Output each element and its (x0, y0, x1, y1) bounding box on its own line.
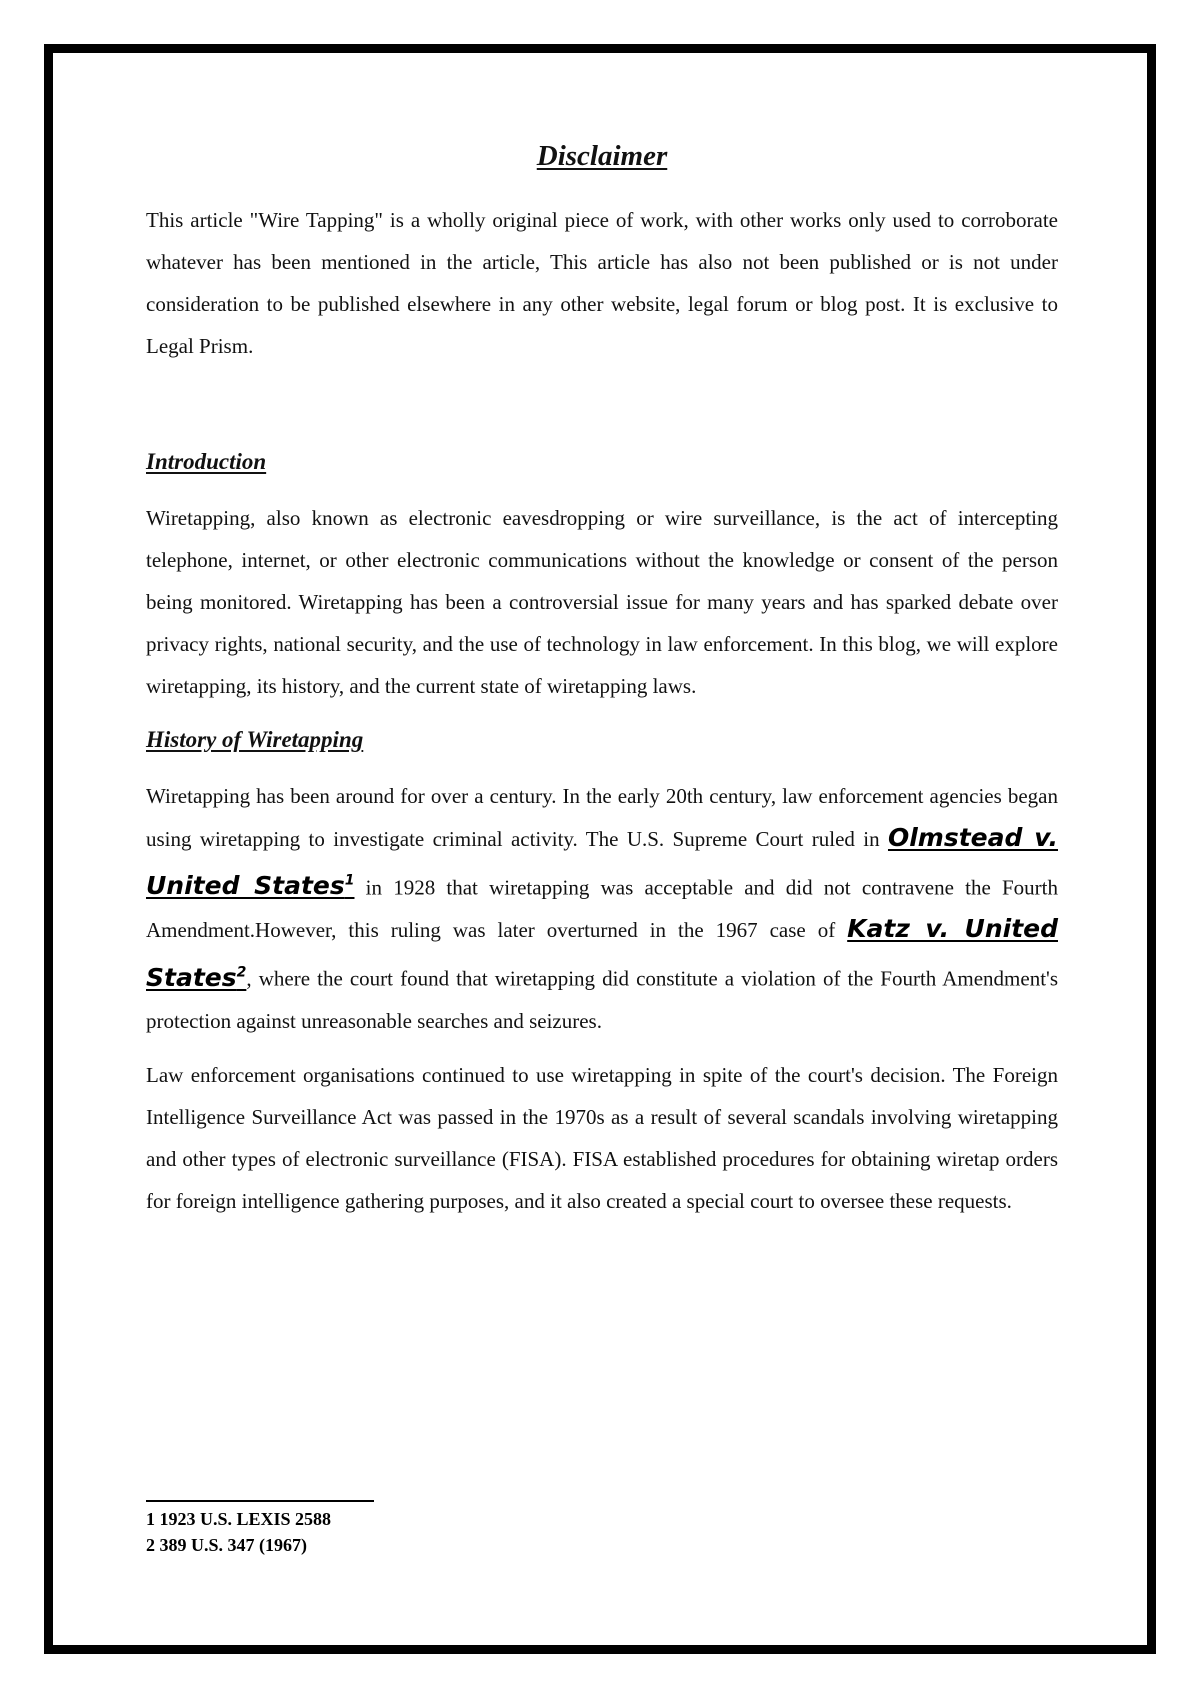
footnote-ref-2[interactable]: 2 (236, 964, 247, 981)
footnote-separator (146, 1500, 374, 1502)
footnote-ref-1[interactable]: 1 (344, 873, 355, 889)
introduction-paragraph: Wiretapping, also known as electronic eavesdropping or wire surveillance, is the act of intercepting telephone, internet, or other electronic communications without the knowledge or consent of the person being monitored. Wiretapping has been a controversial issue for many years and has sparked debate over privacy rights, national security, and the use of technology in law enforcement. In this blog, we will explore wiretapping, its history, and the current state of wiretapping laws. (146, 506, 1058, 698)
history-heading: History of Wiretapping (146, 727, 364, 752)
introduction-heading: Introduction (146, 449, 267, 474)
disclaimer-paragraph: This article "Wire Tapping" is a wholly original piece of work, with other works only used to corroborate whatever has been mentioned in the article, This article has also not been published or is not under consideration to be published elsewhere in any other website, legal forum or blog post. It is exclusive to Legal Prism. (146, 208, 1058, 358)
history-text-2: in 1928 that wiretapping was acceptable and did not contravene the Fourth Amendment.However, this ruling was later overturned in the 1967 case of (146, 875, 1058, 943)
footnote-1: 1 1923 U.S. LEXIS 2588 (146, 1509, 332, 1529)
history-text-3: , where the court found that wiretapping did constitute a violation of the Fourth Amendment's protection against unreasonable searches and seizures. (146, 966, 1058, 1033)
case-name-olmstead: Olmstead v. United States (146, 823, 1058, 901)
history-paragraph-1 (146, 775, 1058, 1042)
footnotes (146, 1500, 546, 1558)
history-paragraph-2: Law enforcement organisations continued to use wiretapping in spite of the court's decision. The Foreign Intelligence Surveillance Act was passed in the 1970s as a result of several scandals involving wiretapping and other types of electronic surveillance (FISA). FISA established procedures for obtaining wiretap orders for foreign intelligence gathering purposes, and it also created a special court to oversee these requests. (146, 1062, 1058, 1213)
footnote-2: 2 389 U.S. 347 (1967) (146, 1535, 307, 1555)
case-name-katz: Katz v. United States (146, 914, 1058, 992)
page-title: Disclaimer (536, 140, 668, 172)
history-text-1: Wiretapping has been around for over a century. In the early 20th century, law enforcement agencies began using wiretapping to investigate criminal activity. The U.S. Supreme Court ruled in (146, 784, 1058, 851)
document-body (146, 140, 1058, 1222)
